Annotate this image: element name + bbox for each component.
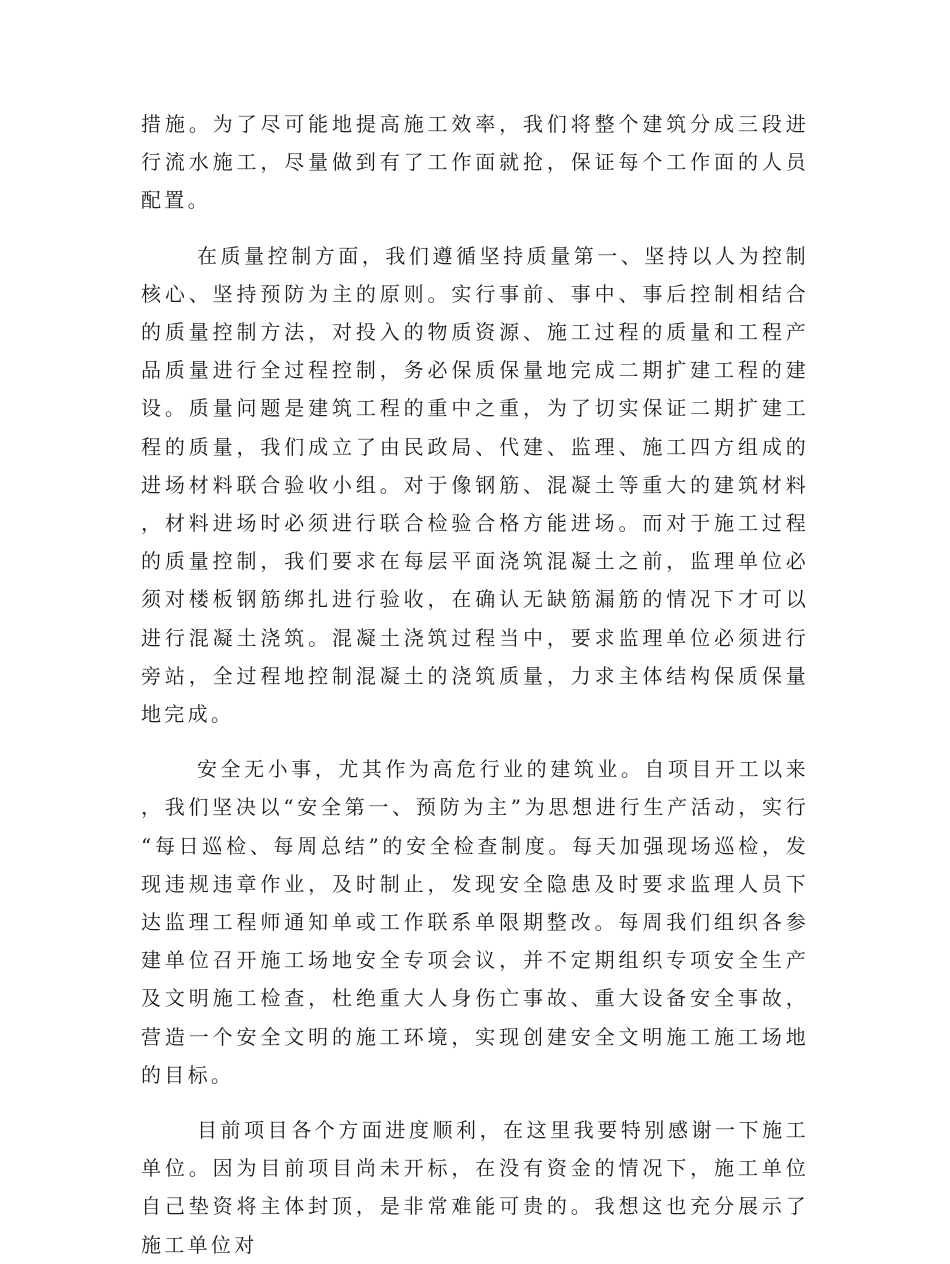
body-text xyxy=(141,105,809,1264)
paragraph-measures-continued: 措施。为了尽可能地提高施工效率，我们将整个建筑分成三段进行流水施工，尽量做到有了工作面就抢，保证每个工作面的人员配置。 xyxy=(141,112,809,213)
paragraph-quality-control: 在质量控制方面，我们遵循坚持质量第一、坚持以人为控制核心、坚持预防为主的原则。实行事前、事中、事后控制相结合的质量控制方法，对投入的物质资源、施工过程的质量和工程产品质量进行全过程控制，务必保质保量地完成二期扩建工程的建设。质量问题是建筑工程的重中之重，为了切实保证二期扩建工程的质量，我们成立了由民政局、代建、监理、施工四方组成的进场材料联合验收小组。对于像钢筋、混凝土等重大的建筑材料，材料进场时必须进行联合检验合格方能进场。而对于施工过程的质量控制，我们要求在每层平面浇筑混凝土之前，监理单位必须对楼板钢筋绑扎进行验收，在确认无缺筋漏筋的情况下才可以进行混凝土浇筑。混凝土浇筑过程当中，要求监理单位必须进行旁站，全过程地控制混凝土的浇筑质量，力求主体结构保质保量地完成。 xyxy=(141,243,809,727)
paragraph-progress-thanks: 目前项目各个方面进度顺利，在这里我要特别感谢一下施工单位。因为目前项目尚未开标，在没有资金的情况下，施工单位自己垫资将主体封顶，是非常难能可贵的。我想这也充分展示了施工单位对 xyxy=(141,1118,809,1257)
paragraph-safety: 安全无小事，尤其作为高危行业的建筑业。自项目开工以来，我们坚决以“安全第一、预防为主”为思想进行生产活动，实行“每日巡检、每周总结”的安全检查制度。每天加强现场巡检，发现违规违章作业，及时制止，发现安全隐患及时要求监理人员下达监理工程师通知单或工作联系单限期整改。每周我们组织各参建单位召开施工场地安全专项会议，并不定期组织专项安全生产及文明施工检查，杜绝重大人身伤亡事故、重大设备安全事故，营造一个安全文明的施工环境，实现创建安全文明施工施工场地的目标。 xyxy=(141,757,809,1087)
